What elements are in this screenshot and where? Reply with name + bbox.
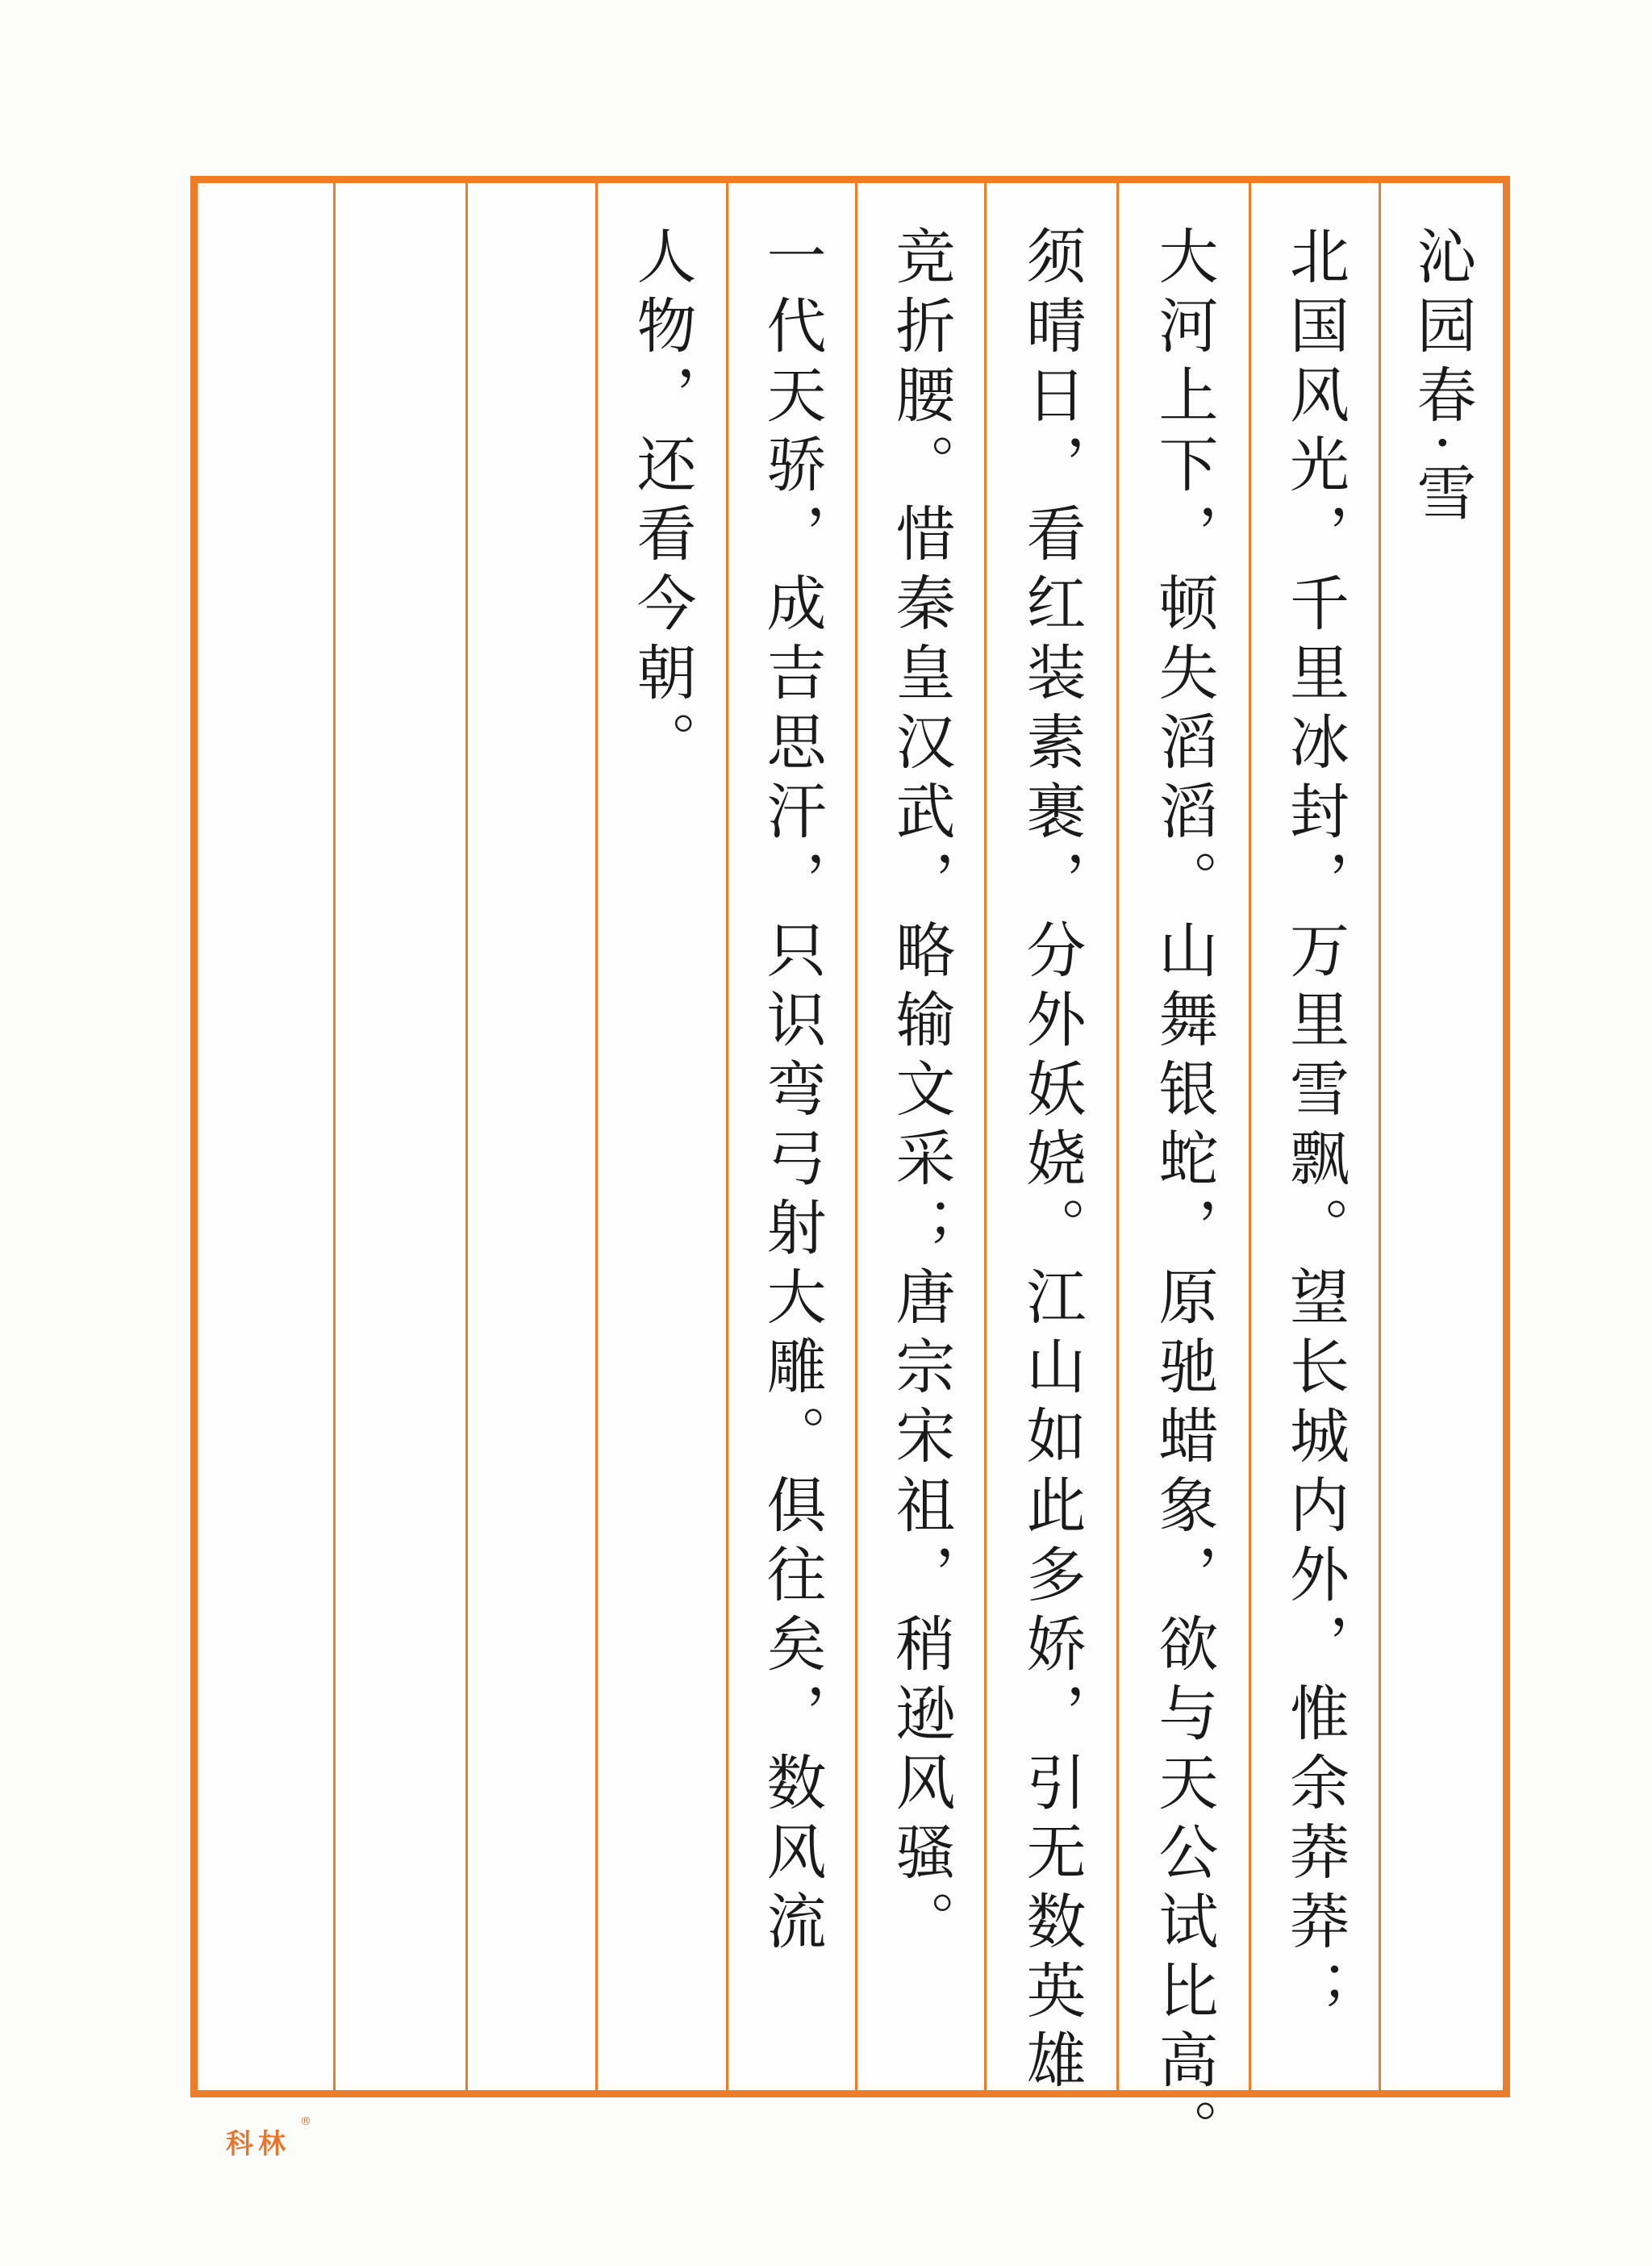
grid-column-10 — [198, 183, 333, 2090]
grid-column-8 — [465, 183, 595, 2090]
grid-column-9 — [333, 183, 465, 2090]
poem-line: 大河上下，顿失滔滔。山舞银蛇，原驰蜡象，欲与天公试比高。 — [1149, 225, 1219, 2168]
grid-column-6 — [726, 183, 855, 2090]
grid-column-3 — [1116, 183, 1249, 2168]
poem-line: 北国风光，千里冰封，万里雪飘。望长城内外，惟余莽莽； — [1280, 225, 1350, 2029]
grid-column-1 — [1379, 183, 1503, 2090]
poem-line: 竞折腰。惜秦皇汉武，略输文采；唐宗宋祖，稍逊风骚。 — [886, 225, 956, 1959]
brand-logo-text: 科林 — [226, 2128, 290, 2160]
poem-title: 沁园春·雪 — [1407, 225, 1477, 532]
poem-line: 人物，还看今朝。 — [627, 225, 697, 780]
registered-mark: ® — [300, 2115, 311, 2128]
poem-line: 一代天骄，成吉思汗，只识弯弓射大雕。俱往矣，数风流 — [757, 225, 827, 1959]
grid-column-4 — [984, 183, 1116, 2098]
poem-line: 须晴日，看红装素裹，分外妖娆。江山如此多娇，引无数英雄 — [1016, 225, 1087, 2098]
grid-column-7 — [595, 183, 726, 2090]
grid-column-2 — [1249, 183, 1379, 2090]
grid-column-5 — [855, 183, 984, 2090]
